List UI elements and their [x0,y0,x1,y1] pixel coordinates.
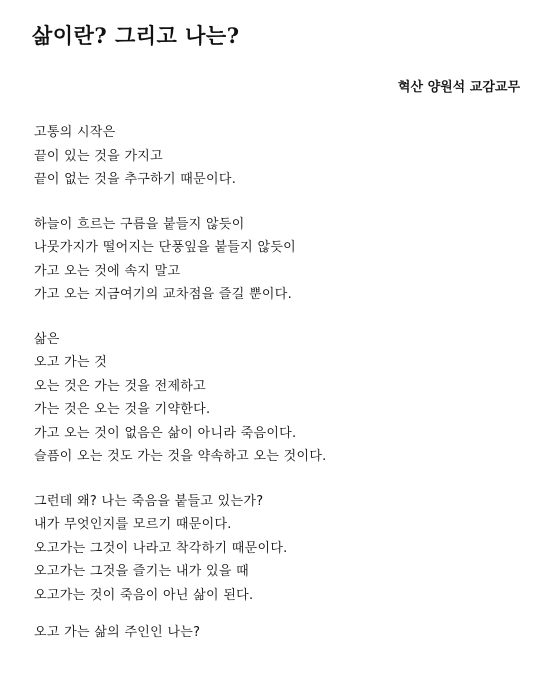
poem-line: 하늘이 흐르는 구름을 붙들지 않듯이 [34,216,245,232]
poem-line: 오고 가는 것 [34,355,108,370]
poem-line: 가고 오는 지금여기의 교차점을 즐길 뿐이다. [34,287,293,302]
poem-line: 오고가는 그것을 즐기는 내가 있을 때 [34,564,250,579]
stanza-1 [34,121,514,192]
poem-body [34,121,514,666]
poem-title: 삶이란? 그리고 나는? [32,23,240,48]
poem-line: 슬픔이 오는 것도 가는 것을 약속하고 오는 것이다. [34,449,327,464]
poem-line: 끝이 있는 것을 가지고 [34,148,164,164]
stanza-4 [34,490,514,608]
stanza-2 [34,213,514,307]
poem-line: 고통의 시작은 [34,125,116,140]
stanza-5 [34,621,514,645]
poem-line: 오고가는 그것이 나라고 착각하기 때문이다. [34,540,288,556]
poem-line: 삶은 [34,331,60,347]
poem-line: 끝이 없는 것을 추구하기 때문이다. [34,172,237,187]
poem-line: 오는 것은 가는 것을 전제하고 [34,378,207,394]
poem-line: 내가 무엇인지를 모르기 때문이다. [34,517,232,532]
poem-author: 혁산 양원석 교감교무 [397,80,520,95]
poem-line: 가는 것은 오는 것을 기약한다. [34,402,211,417]
poem-line: 오고 가는 삶의 주인인 나는? [34,625,201,640]
poem-line: 그런데 왜? 나는 죽음을 붙들고 있는가? [34,493,264,509]
stanza-3 [34,328,514,469]
poem-line: 나뭇가지가 떨어지는 단풍잎을 붙들지 않듯이 [34,240,297,255]
poem-line: 오고가는 것이 죽음이 아닌 삶이 된다. [34,587,254,603]
poem-line: 가고 오는 것에 속지 말고 [34,263,181,279]
poem-line: 가고 오는 것이 없음은 삶이 아니라 죽음이다. [34,425,297,441]
